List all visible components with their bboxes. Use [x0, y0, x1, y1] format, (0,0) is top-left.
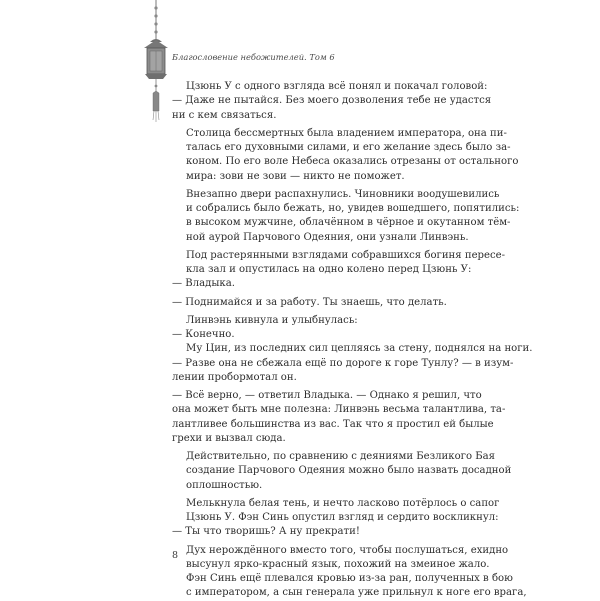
text-line: Столица бессмертных была владением императора, она пи- — [186, 127, 507, 139]
text-line: мира: зови не зови — никто не поможет. — [186, 170, 405, 182]
body-text — [172, 80, 533, 601]
paragraph — [172, 314, 444, 328]
text-line: Мелькнула белая тень, и нечто ласково потёрлось о сапог — [186, 497, 500, 509]
text-line: талась его духовными силами, и его желание здесь было за- — [186, 142, 511, 153]
text-line: кла зал и опустилась на одно колено перед Цзюнь У: — [186, 264, 472, 275]
text-line: — Всё верно, — ответил Владыка. — Однако я решил, что — [172, 390, 482, 401]
paragraph — [172, 450, 512, 493]
paragraph — [172, 389, 506, 446]
paragraph — [172, 249, 506, 278]
text-line: Линвэнь кивнула и улыбнулась: — [186, 314, 358, 326]
text-line: — Разве она не сбежала ещё по дороге к горе Тунлу? — в изум- — [172, 357, 514, 369]
text-line: Фэн Синь ещё плевался кровью из-за ран, полученных в бою — [186, 573, 513, 584]
text-line: — Даже не пытайся. Без моего дозволения тебе не удастся — [172, 95, 492, 107]
paragraph — [172, 544, 527, 601]
text-line: — Конечно. — [172, 329, 235, 340]
paragraph — [172, 188, 520, 245]
text-line: Му Цин, из последних сил цепляясь за стену, поднялся на ноги. — [186, 343, 533, 355]
text-line: и собрались было бежать, но, увидев вошедшего, попятились: — [186, 203, 520, 214]
paragraph — [172, 94, 492, 123]
running-header: Благословение небожителей. Том 6 — [172, 52, 335, 62]
text-line: Под растерянными взглядами собравшихся богиня пересе- — [186, 249, 506, 261]
text-line: с императором, а сын генерала уже прильнул к ноге его врага, — [186, 587, 527, 599]
text-line: Действительно, по сравнению с деяниями Безликого Бая — [186, 451, 496, 462]
text-line: она может быть мне полезна: Линвэнь весьма талантлива, та- — [172, 404, 506, 416]
text-line: ни с кем связаться. — [172, 109, 277, 121]
paragraph — [172, 80, 488, 94]
text-line: Цзюнь У. Фэн Синь опустил взгляд и сердито воскликнул: — [186, 512, 499, 523]
paragraph — [172, 342, 533, 356]
text-line: высунул ярко-красный язык, похожий на змеиное жало. — [186, 558, 490, 570]
paragraph — [172, 497, 500, 526]
paragraph — [172, 525, 444, 539]
text-line: лантливее большинства из вас. Так что я простил ей былые — [172, 418, 494, 430]
text-line: — Владыка. — [172, 278, 235, 290]
text-line: Цзюнь У с одного взгляда всё понял и покачал головой: — [186, 81, 488, 92]
paragraph — [172, 328, 444, 342]
text-line: оплошностью. — [186, 479, 263, 491]
paragraph — [172, 357, 514, 386]
text-line: — Поднимайся и за работу. Ты знаешь, что делать. — [172, 296, 447, 308]
text-line: ной аурой Парчового Одеяния, они узнали Линвэнь. — [186, 231, 469, 243]
text-line: Внезапно двери распахнулись. Чиновники воодушевились — [186, 188, 500, 200]
paragraph — [172, 296, 447, 310]
text-line: Дух нерождённого вместо того, чтобы послушаться, ехидно — [186, 544, 509, 556]
page-number: 8 — [172, 550, 179, 561]
text-line: грехи и вызвал сюда. — [172, 432, 286, 444]
text-line: создание Парчового Одеяния можно было назвать досадной — [186, 465, 512, 477]
text-line: в высоком мужчине, облачённом в чёрное и окутанном тём- — [186, 217, 511, 229]
paragraph — [172, 127, 519, 184]
text-line: лении пробормотал он. — [172, 371, 297, 383]
text-line: коном. По его воле Небеса оказались отрезаны от остального — [186, 156, 519, 168]
paragraph — [172, 277, 444, 291]
text-line: — Ты что творишь? А ну прекрати! — [172, 526, 360, 538]
